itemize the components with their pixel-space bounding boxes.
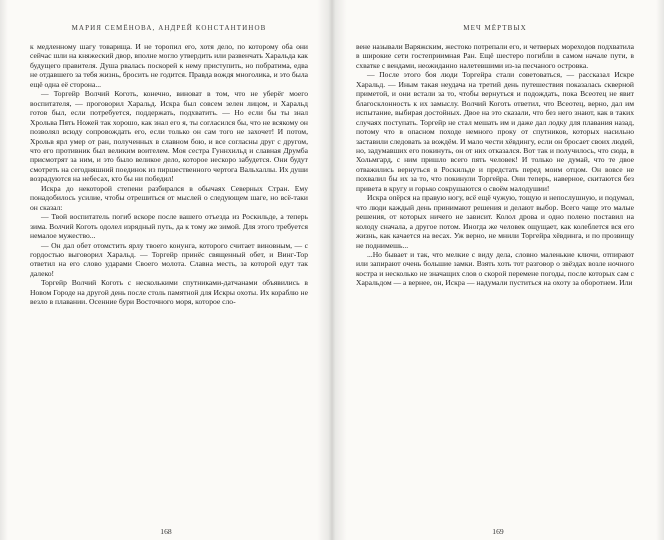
paragraph: Искра до некоторой степени разбирался в обычаях Северных Стран. Ему понадобилось усилие, чтобы отрешиться от мыслей о следующем шаге, но всё-таки он сказал: — [30, 183, 308, 212]
paragraph: ...Но бывает и так, что мелкие с виду дела, словно маленькие ключи, отпирают или запирают очень большие замки. Взять хоть тот разговор о звёздах возле ночного костра и несколько не значащих слов о скорой перемене погоды, после которых сам с Харальдом — а вернее, он, Искра — надумали пуститься на охоту за оборотнем. Или — [356, 249, 634, 288]
paragraph: — Он дал обет отомстить ярлу твоего конунга, которого считает виновным, — с гордостью выговорил Харальд. — Торгейр принёс священный обет, и Винг-Тор ответил на его слово ударами Своего молота. Славна месть, за которой едут так далеко! — [30, 240, 308, 278]
right-page — [332, 0, 664, 540]
paragraph: Искра опёрся на правую ногу, всё ещё чужую, тощую и непослушную, и подумал, что люди каждый день принимают решения и делают выбор. Всего чаще это малые решения, от которых ничего не зависит. Колол дрова и одно полено поставил на колоду сначала, а другое потом. Иногда же человек ощущает, как колеблется вся его жизнь, как качается на весах. Уж верно, не мнили Торгейра хёвдинга, и по прозвищу не поднимешь... — [356, 193, 634, 250]
paragraph: вене называли Варяжским, жестоко потрепали его, и четверых мореходов подхватила в широкие сети гостеприимная Ран. Ещё шестеро погибли в самом начале пути, в схватке с вендами, неожиданно налетевшими из-за песчаного островка. — [356, 42, 634, 70]
right-running-header: МЕЧ МЁРТВЫХ — [463, 24, 527, 32]
paragraph: — Твой воспитатель погиб вскоре после вашего отъезда из Роскильде, а теперь зима. Волчий Коготь одолел изрядный путь, да к тому же зимой. Для этого требуется немалое мужество... — [30, 212, 308, 241]
left-page-number: 168 — [160, 527, 172, 536]
paragraph: Торгейр Волчий Коготь с несколькими спутниками-датчанами объявились в Новом Городе на другой день после столь памятной для Искры охоты. Их кораблю не везло в плавании. Осенние бури Восточного моря, которое сло- — [30, 278, 308, 307]
paragraph: к медленному шагу товарища. И не торопил его, хотя дело, по которому оба они сейчас шли на княжеский двор, вполне могло утвердить или развенчать Харальда как будущего правителя. Душа рвалась поскорей к нему приступить, но побратима, едва не отдавшего за тебя жизнь, бросить не годится. Правда вождя многолика, и это была ещё одна её сторона... — [30, 42, 308, 89]
paragraph: — После этого боя люди Торгейра стали советоваться, — рассказал Искре Харальд. — Иным такая неудача на третий день путешествия показалась скверной приметой, и они встали за то, чтобы вернуться и подождать, пока Всеотец не явит благосклонность к их замыслу. Волчий Коготь ответил, что Всеотец, верно, дал им испытание, выбирая достойных. Двое на это сказали, что без него знают, как в таких случаях поступать. Торгейр не стал мешать им и даже дал лодку для плавания назад, потому что в опасном походе немного проку от спутников, которых насильно заставили следовать за вождём. И мало чести хёвдингу, если он бросает своих людей, но, задумавших его покинуть, он от них отказался. Вот так и получилось, что сюда, в Хольмгард, с ним пришло всего пять человек! И только не думай, что те двое отважились вернуться в Роскильде и предстать перед моим отцом. Он вовсе не похвалил бы их за то, что покинули Торгейра. Они теперь, наверное, скитаются без привета в кругу и горько сокрушаются о своём малодушии! — [356, 70, 634, 193]
left-page-text — [30, 42, 308, 307]
paragraph: — Торгейр Волчий Коготь, конечно, виноват в том, что не уберёг моего воспитателя, — проговорил Харальд. Искра был совсем зелен лицом, и Харальд готов был, если потребуется, поддержать, подхватить. — Но если бы ты знал Хрольва Пять Ножей так хорошо, как знал его я, ты согласился бы, что не всякому он позволял всюду сопровождать его, если только он сам того не захочет! И потом, Хрольв ярл умер от ран, полученных в славном бою, и все согласны друг с другом, что его противник был великим воителем. Моя сестра Гуннхильд и славная Друмба присмотрят за ним, и это было великое дело, которое нескоро забудется. Они будут смотреть на сегодняшний поединок из пиршественного чертога Вальхаллы. Их души возрадуются на небесах, кто бы ни победил! — [30, 89, 308, 184]
left-running-header: МАРИЯ СЕМЁНОВА, АНДРЕЙ КОНСТАНТИНОВ — [71, 24, 267, 32]
right-page-number: 169 — [492, 527, 504, 536]
right-page-text — [356, 42, 634, 288]
